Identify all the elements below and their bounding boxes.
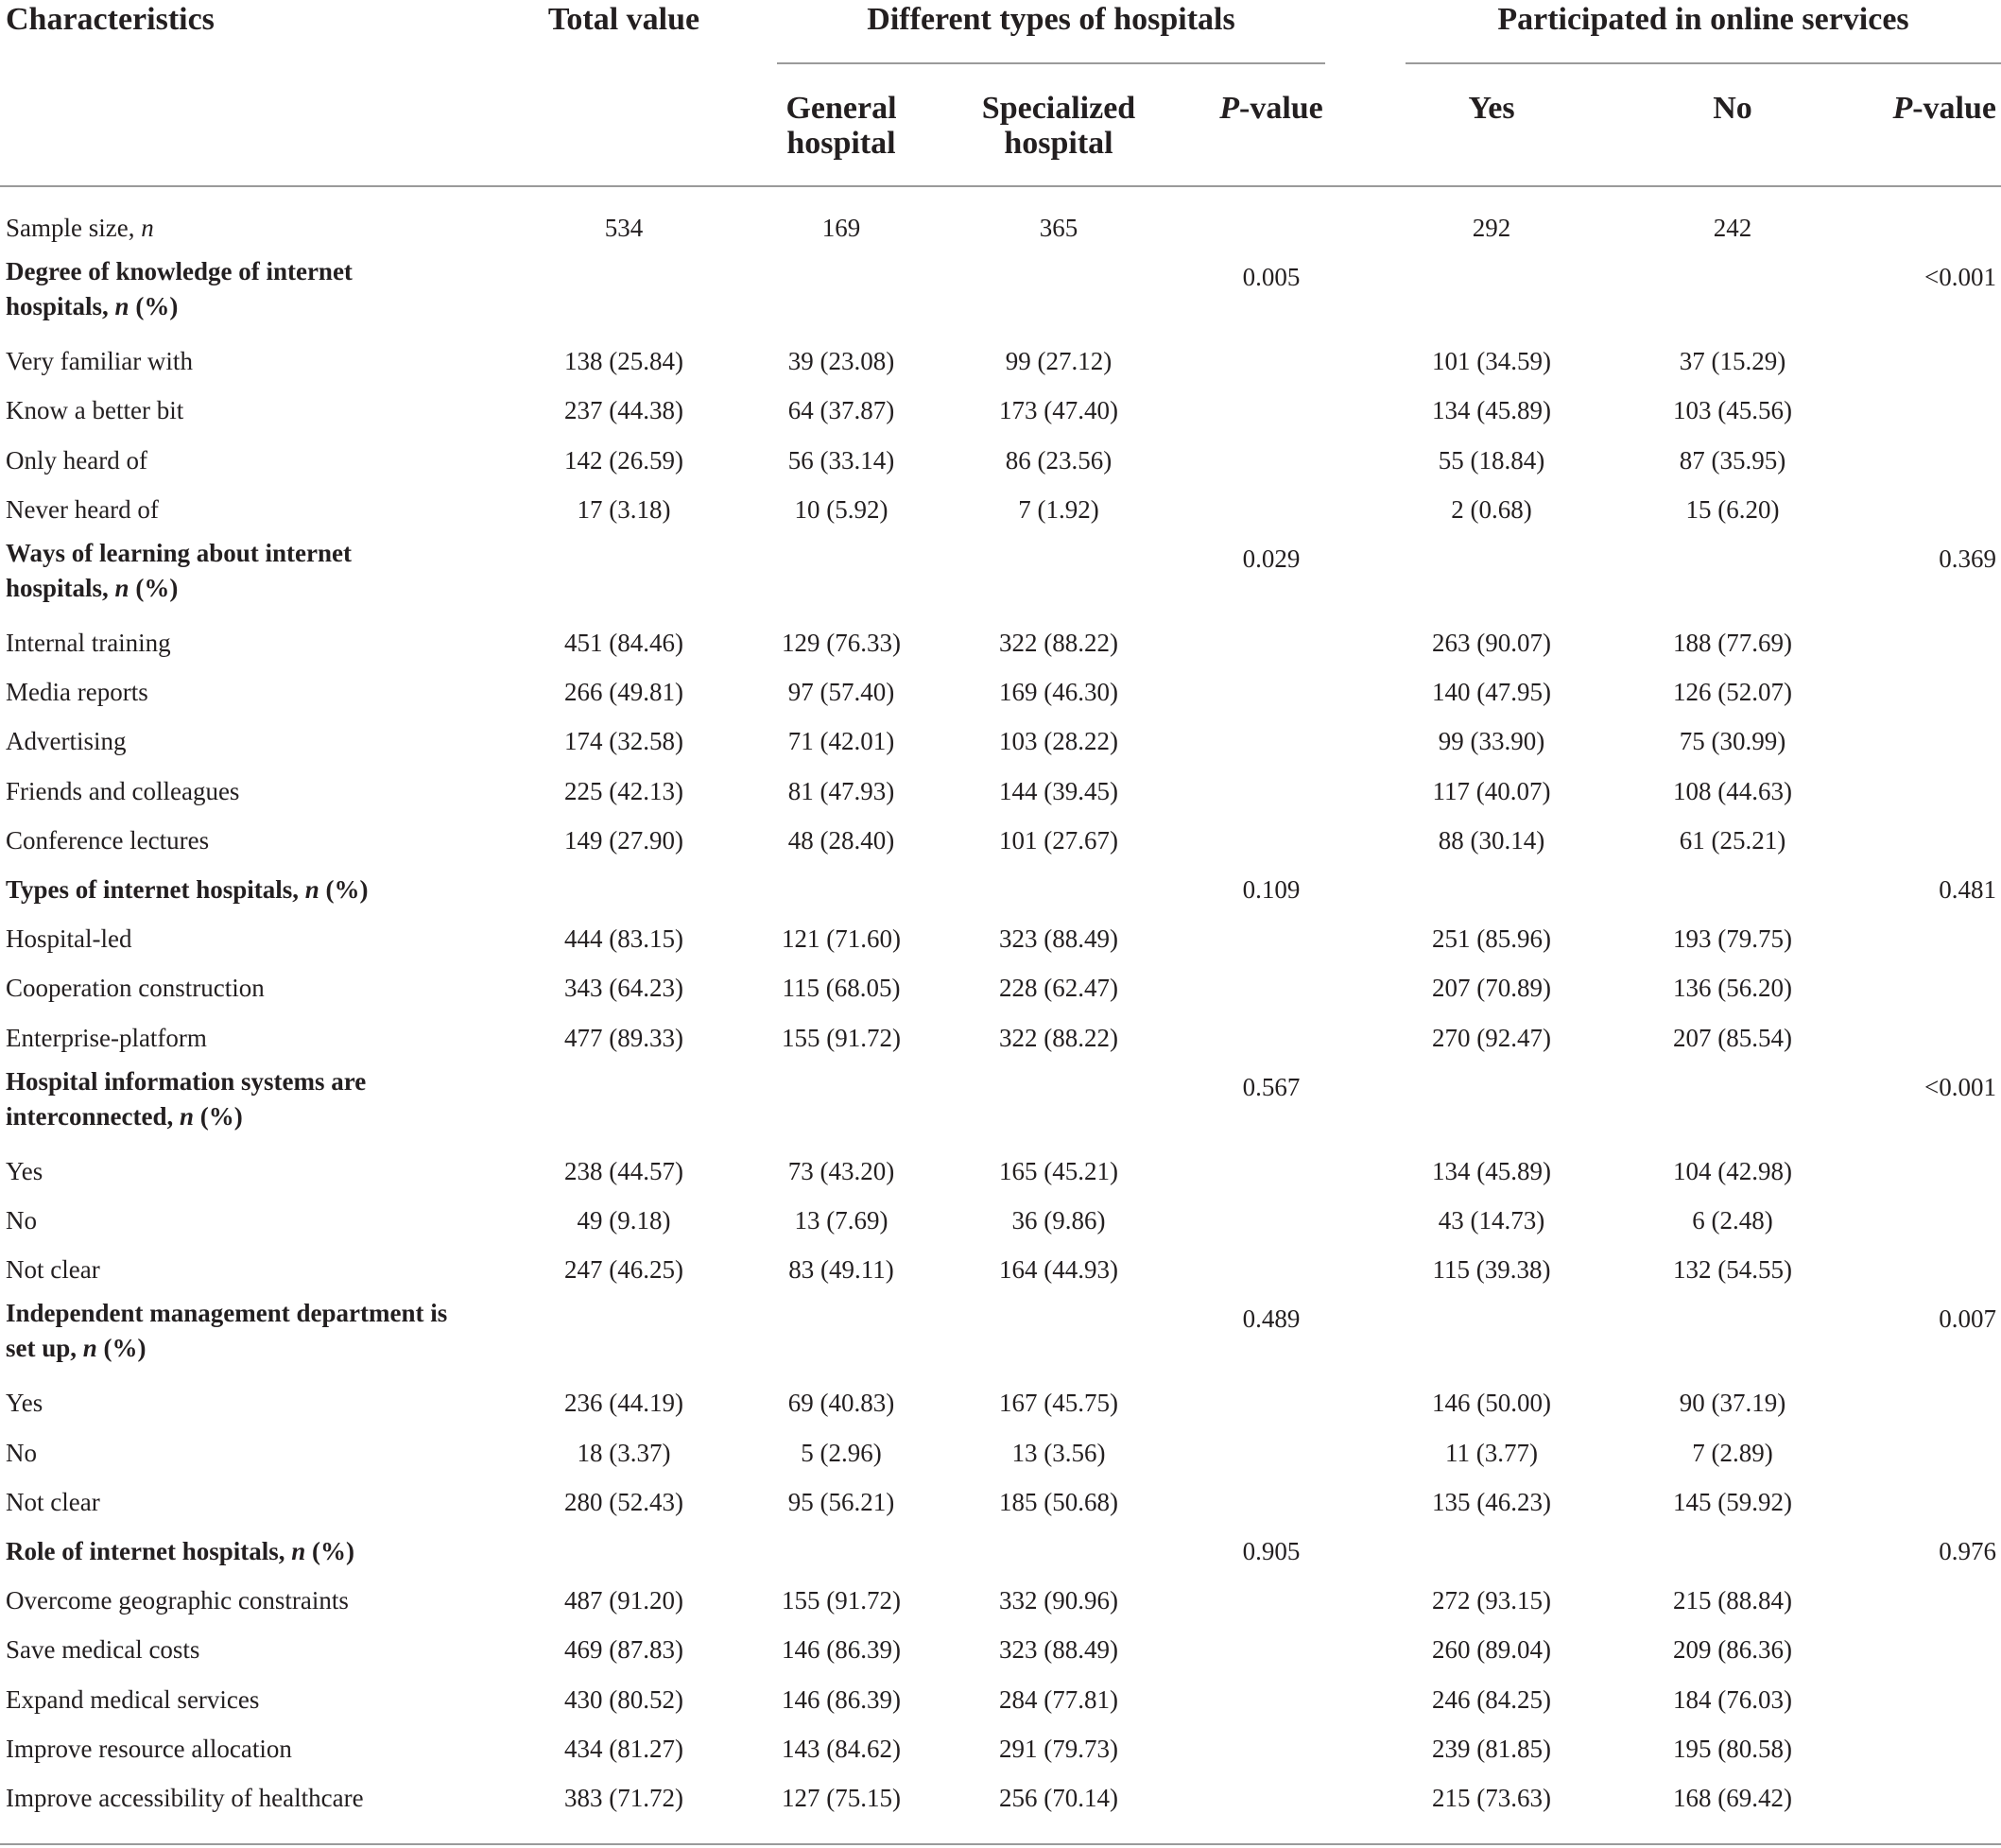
group-label-italic: n [291,1537,306,1565]
cell-general-hospital: 155 (91.72) [782,1023,901,1052]
table-row [0,1013,2001,1062]
group-label-italic: n [114,574,129,602]
cell-general-hospital: 5 (2.96) [801,1438,882,1467]
cell-participated-yes: 270 (92.47) [1432,1023,1551,1052]
cell-general-hospital: 64 (37.87) [787,396,895,425]
cell-participated-no: 132 (54.55) [1673,1255,1792,1285]
group-header-row [0,1062,2001,1131]
cell-specialized-hospital: 256 (70.14) [999,1784,1118,1812]
header-online-services-group: Participated in online services [1497,2,1909,37]
cell-participated-no: 188 (77.69) [1673,629,1792,657]
cell-total: 534 [604,214,644,242]
header-general-hospital [747,91,936,161]
row-label-text: No [6,1438,37,1467]
header-p-value-hospital-types [1177,91,1366,126]
cell-p-value-online: 0.369 [1939,544,1996,573]
cell-participated-no: 193 (79.75) [1673,924,1792,954]
cell-participated-yes: 2 (0.68) [1451,494,1532,524]
row-label-text: Enterprise-platform [6,1023,207,1052]
group-label-text-line2: hospitals, [6,574,115,602]
row-label-text: Yes [6,1156,43,1185]
cell-participated-yes: 140 (47.95) [1432,678,1551,707]
cell-participated-no: 195 (80.58) [1673,1734,1792,1763]
cell-specialized-hospital: 332 (90.96) [999,1586,1118,1615]
group-label-suffix: (%) [305,1537,354,1565]
cell-participated-no: 209 (86.36) [1673,1635,1792,1665]
table-row [0,667,2001,717]
cell-general-hospital: 71 (42.01) [787,727,895,756]
header-no: No [1713,91,1752,126]
row-label [6,1773,364,1822]
cell-p-value-online: 0.007 [1939,1304,1996,1334]
cell-specialized-hospital: 167 (45.75) [999,1389,1118,1418]
cell-total: 236 (44.19) [564,1389,683,1418]
header-specialized-line2: hospital [1004,126,1113,161]
row-label [6,436,147,485]
cell-specialized-hospital: 103 (28.22) [999,727,1118,756]
cell-general-hospital: 97 (57.40) [787,678,895,707]
cell-specialized-hospital: 284 (77.81) [999,1684,1118,1714]
table-row [0,203,2001,252]
group-label-text: Ways of learning about internet [6,539,353,567]
cell-total: 174 (32.58) [564,727,683,756]
row-label-text: Internal training [6,629,171,657]
cell-p-value-hospital-types: 0.905 [1242,1537,1301,1565]
cell-general-hospital: 73 (43.20) [787,1156,895,1185]
row-label [6,618,171,667]
group-label-italic: n [304,875,319,904]
cell-participated-yes: 43 (14.73) [1438,1206,1545,1235]
cell-participated-no: 242 [1713,214,1752,242]
cell-participated-yes: 134 (45.89) [1432,1156,1551,1185]
cell-participated-no: 75 (30.99) [1679,727,1786,756]
cell-participated-yes: 215 (73.63) [1432,1784,1551,1812]
cell-p-value-online: 0.976 [1939,1537,1996,1565]
row-label-text: Expand medical services [6,1684,260,1714]
cell-specialized-hospital: 228 (62.47) [999,974,1118,1003]
cell-specialized-hospital: 165 (45.21) [999,1156,1118,1185]
cell-participated-yes: 117 (40.07) [1432,776,1551,805]
cell-p-value-online: <0.001 [1924,263,1996,292]
table-row [0,1675,2001,1724]
cell-general-hospital: 121 (71.60) [782,924,901,954]
group-label-suffix: (%) [319,875,369,904]
cell-general-hospital: 95 (56.21) [787,1487,895,1516]
table-row [0,337,2001,386]
row-label [6,1245,100,1294]
cell-participated-no: 207 (85.54) [1673,1023,1792,1052]
table-bottom-rule [0,1843,2001,1845]
table-row [0,1428,2001,1477]
row-label-text: Advertising [6,727,127,756]
cell-general-hospital: 10 (5.92) [794,494,888,524]
header-specialized-hospital [964,91,1153,161]
cell-participated-no: 145 (59.92) [1673,1487,1792,1516]
row-label-text: Cooperation construction [6,974,265,1003]
cell-participated-yes: 99 (33.90) [1438,727,1545,756]
table-row [0,1378,2001,1427]
cell-participated-yes: 207 (70.89) [1432,974,1551,1003]
cell-participated-no: 103 (45.56) [1673,396,1792,425]
group-label-text-line2: set up, [6,1334,83,1363]
header-p-letter: P [1892,91,1913,126]
group-label-text: Role of internet hospitals, [6,1537,292,1565]
cell-p-value-online: <0.001 [1924,1072,1996,1101]
cell-general-hospital: 169 [821,214,861,242]
row-label [6,767,239,816]
cell-general-hospital: 127 (75.15) [782,1784,901,1812]
row-label-text: Very familiar with [6,347,193,376]
cell-participated-no: 168 (69.42) [1673,1784,1792,1812]
table-row [0,618,2001,667]
cell-total: 430 (80.52) [564,1684,683,1714]
group-label [6,536,497,612]
group-label [6,1296,497,1372]
row-label [6,914,131,963]
cell-participated-yes: 239 (81.85) [1432,1734,1551,1763]
header-p-letter: P [1219,91,1239,126]
row-label-text: No [6,1206,37,1235]
cell-participated-yes: 134 (45.89) [1432,396,1551,425]
cell-specialized-hospital: 13 (3.56) [1011,1438,1106,1467]
cell-specialized-hospital: 99 (27.12) [1005,347,1113,376]
cell-specialized-hospital: 291 (79.73) [999,1734,1118,1763]
header-yes: Yes [1468,91,1515,126]
cell-specialized-hospital: 322 (88.22) [999,1023,1118,1052]
cell-participated-no: 90 (37.19) [1679,1389,1786,1418]
cell-participated-yes: 11 (3.77) [1445,1438,1538,1467]
cell-total: 225 (42.13) [564,776,683,805]
group-label-suffix: (%) [129,574,179,602]
table-row [0,717,2001,766]
cell-general-hospital: 146 (86.39) [782,1635,901,1665]
cell-participated-yes: 135 (46.23) [1432,1487,1551,1516]
header-general-line2: hospital [786,126,896,161]
cell-total: 149 (27.90) [564,825,683,855]
header-specialized-line1: Specialized [981,91,1136,126]
group-label-suffix: (%) [194,1101,243,1131]
group-label-suffix: (%) [129,292,179,321]
cell-total: 469 (87.83) [564,1635,683,1665]
header-general-line1: General [785,91,897,126]
cell-total: 18 (3.37) [577,1438,671,1467]
row-label [6,1428,37,1477]
group-label-italic: n [82,1334,97,1363]
group-label-text: Degree of knowledge of internet [6,257,353,286]
cell-participated-no: 184 (76.03) [1673,1684,1792,1714]
group-label-italic: n [179,1101,194,1131]
cell-specialized-hospital: 322 (88.22) [999,629,1118,657]
row-label-text: Only heard of [6,445,147,475]
cell-participated-yes: 251 (85.96) [1432,924,1551,954]
row-label [6,485,159,534]
table-row [0,1147,2001,1196]
cell-specialized-hospital: 323 (88.49) [999,1635,1118,1665]
group-header-row [0,1527,2001,1576]
cell-general-hospital: 155 (91.72) [782,1586,901,1615]
table-row [0,1576,2001,1625]
cell-participated-yes: 246 (84.25) [1432,1684,1551,1714]
cell-general-hospital: 69 (40.83) [787,1389,895,1418]
cell-general-hospital: 56 (33.14) [787,445,895,475]
cell-general-hospital: 39 (23.08) [787,347,895,376]
cell-participated-no: 108 (44.63) [1673,776,1792,805]
row-label [6,816,209,865]
cell-total: 444 (83.15) [564,924,683,954]
cell-participated-yes: 260 (89.04) [1432,1635,1551,1665]
cell-participated-no: 15 (6.20) [1685,494,1780,524]
row-label-text: Improve accessibility of healthcare [6,1784,364,1812]
group-label-text-line2: interconnected, [6,1101,180,1131]
group-rule-online-services [1406,62,2001,64]
cell-participated-no: 6 (2.48) [1692,1206,1773,1235]
row-label [6,337,193,386]
group-label-text: Hospital information systems are [6,1066,367,1096]
cell-total: 237 (44.38) [564,396,683,425]
cell-specialized-hospital: 185 (50.68) [999,1487,1118,1516]
table-row [0,1773,2001,1822]
cell-participated-yes: 115 (39.38) [1432,1255,1551,1285]
cell-participated-no: 61 (25.21) [1679,825,1786,855]
table-row [0,963,2001,1012]
row-label [6,1147,43,1196]
cell-participated-no: 126 (52.07) [1673,678,1792,707]
group-header-row [0,534,2001,602]
cell-participated-yes: 55 (18.84) [1438,445,1545,475]
cell-specialized-hospital: 36 (9.86) [1011,1206,1106,1235]
cell-specialized-hospital: 7 (1.92) [1018,494,1099,524]
cell-total: 138 (25.84) [564,347,683,376]
cell-total: 487 (91.20) [564,1586,683,1615]
row-label [6,963,265,1012]
cell-participated-no: 136 (56.20) [1673,974,1792,1003]
row-label [6,1625,199,1674]
group-label [6,254,497,330]
row-label-text: Conference lectures [6,825,210,855]
row-label-text: Know a better bit [6,396,184,425]
cell-specialized-hospital: 173 (47.40) [999,396,1118,425]
cell-participated-yes: 272 (93.15) [1432,1586,1551,1615]
row-label-text: Yes [6,1389,43,1418]
cell-participated-no: 104 (42.98) [1673,1156,1792,1185]
header-p-suffix: -value [1912,91,1996,126]
cell-total: 17 (3.18) [577,494,671,524]
row-label [6,1576,349,1625]
cell-p-value-hospital-types: 0.029 [1242,544,1301,573]
table-row [0,1625,2001,1674]
cell-total: 247 (46.25) [564,1255,683,1285]
cell-specialized-hospital: 323 (88.49) [999,924,1118,954]
row-label-text: Never heard of [6,494,159,524]
cell-general-hospital: 13 (7.69) [794,1206,888,1235]
row-label [6,1724,292,1773]
row-label-text: Not clear [6,1255,100,1285]
group-label-suffix: (%) [96,1334,147,1363]
cell-total: 477 (89.33) [564,1023,683,1052]
cell-participated-no: 7 (2.89) [1692,1438,1773,1467]
cell-specialized-hospital: 164 (44.93) [999,1255,1118,1285]
table-row [0,914,2001,963]
table-row [0,767,2001,816]
cell-participated-no: 215 (88.84) [1673,1586,1792,1615]
cell-general-hospital: 143 (84.62) [782,1734,901,1763]
header-total-value: Total value [547,2,700,37]
group-header-row [0,1294,2001,1363]
cell-total: 280 (52.43) [564,1487,683,1516]
row-label-text: Media reports [6,678,148,707]
group-label [6,1064,497,1140]
cell-p-value-hospital-types: 0.005 [1242,263,1301,292]
cell-general-hospital: 81 (47.93) [787,776,895,805]
cell-participated-yes: 88 (30.14) [1438,825,1545,855]
cell-general-hospital: 48 (28.40) [787,825,895,855]
cell-participated-yes: 263 (90.07) [1432,629,1551,657]
header-bottom-rule [0,185,2001,187]
cell-general-hospital: 83 (49.11) [788,1255,894,1285]
cell-specialized-hospital: 169 (46.30) [999,678,1118,707]
table-row [0,1196,2001,1245]
cell-p-value-hospital-types: 0.567 [1242,1072,1301,1101]
row-label [6,667,148,717]
cell-participated-yes: 101 (34.59) [1432,347,1551,376]
cell-p-value-online: 0.481 [1939,875,1996,904]
row-label [6,717,127,766]
cell-total: 238 (44.57) [564,1156,683,1185]
group-header-row [0,252,2001,321]
cell-general-hospital: 129 (76.33) [782,629,901,657]
row-label [6,1675,259,1724]
table-row [0,436,2001,485]
row-label [6,1013,207,1062]
table-row [0,485,2001,534]
table-row [0,816,2001,865]
cell-total: 383 (71.72) [564,1784,683,1812]
cell-general-hospital: 115 (68.05) [782,974,901,1003]
cell-total: 451 (84.46) [564,629,683,657]
header-hospital-types-group: Different types of hospitals [867,2,1235,37]
row-label [6,386,183,435]
cell-specialized-hospital: 101 (27.67) [999,825,1118,855]
group-label-text-line2: hospitals, [6,292,115,321]
row-label-text: Overcome geographic constraints [6,1586,349,1615]
table-row [0,386,2001,435]
cell-total: 49 (9.18) [577,1206,671,1235]
cell-specialized-hospital: 86 (23.56) [1005,445,1113,475]
cell-specialized-hospital: 365 [1039,214,1078,242]
group-label-text: Independent management department is [6,1299,448,1328]
row-label [6,1196,37,1245]
row-label-text: Friends and colleagues [6,776,240,805]
group-header-row [0,865,2001,914]
row-label-text: Improve resource allocation [6,1734,292,1763]
header-p-suffix: -value [1239,91,1323,126]
cell-p-value-hospital-types: 0.109 [1242,875,1301,904]
row-label-italic: n [141,214,154,242]
header-p-value-online [1845,91,1996,126]
row-label [6,1477,100,1527]
cell-total: 266 (49.81) [564,678,683,707]
group-label-text: Types of internet hospitals, [6,875,305,904]
row-label [6,1378,43,1427]
table-row [0,1477,2001,1527]
row-label-text: Not clear [6,1487,100,1516]
cell-specialized-hospital: 144 (39.45) [999,776,1118,805]
cell-total: 434 (81.27) [564,1734,683,1763]
cell-participated-no: 87 (35.95) [1679,445,1786,475]
group-label-italic: n [114,292,129,321]
cell-participated-no: 37 (15.29) [1679,347,1786,376]
row-label-text: Sample size, [6,214,142,242]
group-rule-hospital-types [777,62,1325,64]
row-label-text: Save medical costs [6,1635,200,1665]
cell-general-hospital: 146 (86.39) [782,1684,901,1714]
table-row [0,1245,2001,1294]
row-label [6,203,154,252]
header-characteristics: Characteristics [6,2,215,37]
cell-p-value-hospital-types: 0.489 [1242,1304,1301,1334]
cell-total: 343 (64.23) [564,974,683,1003]
table-row [0,1724,2001,1773]
cell-participated-yes: 146 (50.00) [1432,1389,1551,1418]
cell-participated-yes: 292 [1472,214,1511,242]
row-label-text: Hospital-led [6,924,132,954]
cell-total: 142 (26.59) [564,445,683,475]
